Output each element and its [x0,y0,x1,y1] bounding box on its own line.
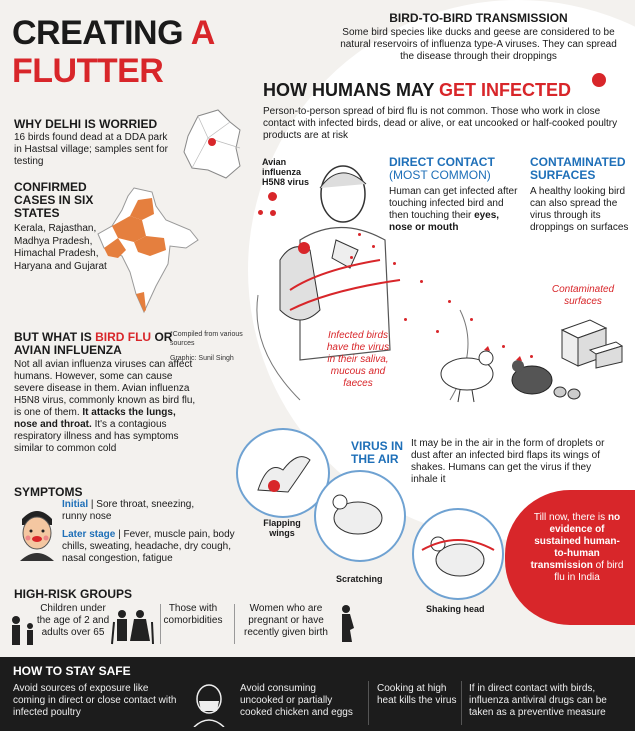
virus-dot [448,300,451,303]
risk-group-3: Women who are pregnant or have recently given birth [244,603,328,638]
direct-sub: (MOST COMMON) [389,168,491,182]
elderly-icon [110,608,154,648]
delhi-map-icon [178,108,248,183]
birdflu-section [14,331,199,455]
virus-dot [350,256,353,259]
birdflu-text: Not all avian influenza viruses can affect humans. However, some can cause severe disease in them. Avian influenza H5N8 virus, commonly known as bird flu, is one of them. It attacks the lungs, nose and throat. It's a contagious respiratory illness and has symptoms similar to common cold [14,359,196,454]
sick-person-icon [12,505,62,563]
virus-dot [393,262,396,265]
contaminated-heading: CONTAMINATED SURFACES [530,155,626,182]
india-map-icon [94,186,204,316]
virus-dot [404,318,407,321]
divider [368,681,369,725]
delhi-heading: WHY DELHI IS WORRIED [14,117,158,131]
direct-section [389,156,519,234]
shaking-head-image [412,508,504,600]
credit: *Compiled from various sources Graphic: Sunil Singh [170,331,243,362]
b2b-heading: BIRD-TO-BIRD TRANSMISSION [389,11,568,25]
contaminated-text: A healthy looking bird can also spread the virus through its droppings on surfaces [530,186,629,233]
virus-dot [470,318,473,321]
risk-group-2: Those with comorbidities [163,603,223,626]
divider [234,604,235,644]
virus-dot [420,280,423,283]
page-title: CREATING A FLUTTER [12,14,215,90]
symptoms-heading: SYMPTOMS [14,485,83,499]
human-heading: HOW HUMANS MAY GET INFECTED [263,80,572,100]
scratching-image [314,470,406,562]
risk-heading: HIGH-RISK GROUPS [14,587,133,601]
symptoms-initial: Initial | Sore throat, sneezing, runny nose [62,499,195,522]
delhi-text: 16 birds found dead at a DDA park in Hastsal village; samples sent for testing [14,132,168,167]
safe-tip-2: Avoid consuming uncooked or partially cooked chicken and eggs [240,683,353,718]
safe-tip-3: Cooking at high heat kills the virus [377,683,457,706]
child-adult-icon [8,612,38,648]
delhi-section [14,118,174,168]
confirmed-heading: CONFIRMED CASES IN SIX STATES [14,180,94,220]
virus-dot [436,330,439,333]
virus-dot [372,245,375,248]
divider [160,604,161,644]
safe-tip-1: Avoid sources of exposure like coming in direct or close contact with infected poultry [13,683,177,718]
air-heading: VIRUS IN THE AIR [351,439,404,466]
virus-icon [592,73,606,87]
masked-person-icon [190,681,228,727]
safe-heading: HOW TO STAY SAFE [13,664,131,678]
avian-label: Avian influenza H5N8 virus [262,157,310,187]
direct-heading: DIRECT CONTACT [389,155,495,169]
contaminated-label: Contaminated surfaces [551,284,615,307]
human-text: Person-to-person spread of bird flu is not common. Those who work in close contact with infected birds, dead or alive, or eat uncooked or half-cooked poultry products are at risk [263,106,618,141]
b2b-text: Some bird species like ducks and geese are considered to be natural reservoirs of influenza type-A viruses. They can spread the disease through their droppings [340,27,617,62]
direct-text: Human can get infected after touching infected bird and then touching their eyes, nose or mouth [389,186,518,233]
air-text: It may be in the air in the form of droplets or dust after an infected bird flaps its wings of shakes. Humans can get the virus if they inhale it [411,438,605,485]
virus-dot [358,233,361,236]
shaking-caption: Shaking head [426,604,485,614]
symptoms-later: Later stage | Fever, muscle pain, body chills, sweating, headache, dry cough, nasal congestion, fatigue [62,529,235,564]
contaminated-section [530,156,630,234]
divider [461,681,462,725]
scratching-caption: Scratching [336,574,383,584]
footer [0,657,635,731]
b2b-section [336,12,621,63]
flapping-caption: Flapping wings [263,518,301,538]
birdflu-heading: BUT WHAT IS BIRD FLU OR AVIAN INFLUENZA [14,330,173,357]
infected-birds-label: Infected birds have the virus in their saliva, mucous and faeces [326,330,390,389]
safe-tip-4: If in direct contact with birds, influenza antiviral drugs can be taken as a preventive measure [469,683,607,718]
confirmed-states: Kerala, Rajasthan, Madhya Pradesh, Himachal Pradesh, Haryana and Gujarat [14,223,107,272]
pregnant-woman-icon [336,604,356,644]
chickens-illustration [432,340,582,405]
risk-group-1: Children under the age of 2 and adults over 65 [36,603,110,638]
no-evidence-badge: Till now, there is no evidence of sustained human-to-human transmission of bird flu in India [505,490,635,625]
